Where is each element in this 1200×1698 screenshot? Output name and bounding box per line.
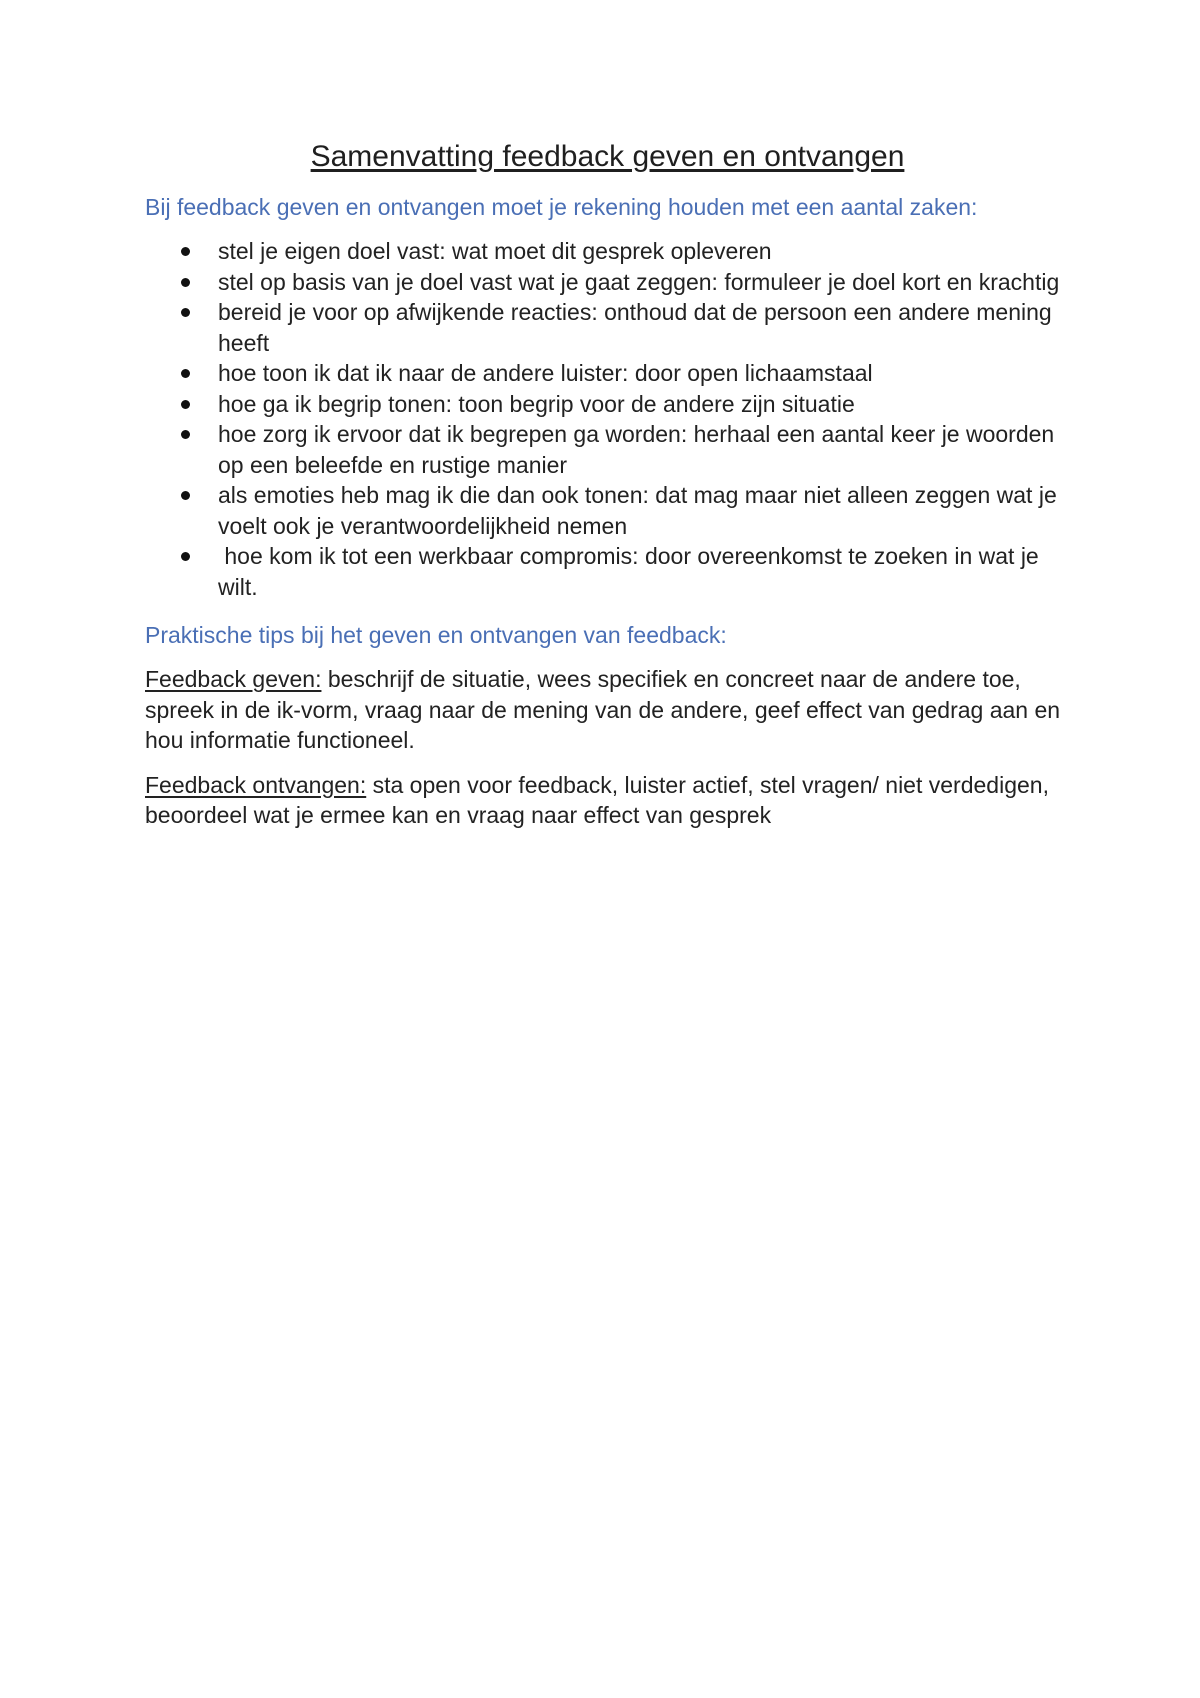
list-item-text: hoe toon ik dat ik naar de andere luister: door open lichaamstaal bbox=[218, 360, 873, 386]
feedback-receiving-paragraph bbox=[145, 770, 1070, 831]
list-item-text: hoe zorg ik ervoor dat ik begrepen ga worden: herhaal een aantal keer je woorden op een beleefde en rustige manier bbox=[218, 421, 1055, 478]
intro-heading: Bij feedback geven en ontvangen moet je rekening houden met een aantal zaken: bbox=[145, 194, 978, 220]
considerations-list bbox=[145, 236, 1070, 602]
list-item-text: hoe kom ik tot een werkbaar compromis: door overeenkomst te zoeken in wat je wilt. bbox=[218, 543, 1046, 600]
list-item bbox=[145, 419, 1070, 480]
bullet-icon bbox=[181, 308, 190, 317]
list-item bbox=[145, 358, 1070, 389]
list-item bbox=[145, 267, 1070, 298]
list-item bbox=[145, 480, 1070, 541]
bullet-icon bbox=[181, 430, 190, 439]
tips-heading: Praktische tips bij het geven en ontvangen van feedback: bbox=[145, 622, 727, 648]
feedback-giving-lead: Feedback geven: bbox=[145, 666, 322, 692]
list-item-text: bereid je voor op afwijkende reacties: onthoud dat de persoon een andere mening heeft bbox=[218, 299, 1052, 356]
bullet-icon bbox=[181, 552, 190, 561]
list-item bbox=[145, 297, 1070, 358]
feedback-giving-paragraph bbox=[145, 664, 1070, 756]
list-item-text: stel je eigen doel vast: wat moet dit gesprek opleveren bbox=[218, 238, 772, 264]
list-item bbox=[145, 541, 1070, 602]
bullet-icon bbox=[181, 369, 190, 378]
list-item-text: stel op basis van je doel vast wat je gaat zeggen: formuleer je doel kort en krachtig bbox=[218, 268, 1060, 295]
bullet-icon bbox=[181, 247, 190, 256]
feedback-receiving-text: sta open voor feedback, luister actief, stel vragen/ niet verdedigen, beoordeel wat je ermee kan en vraag naar effect van gesprek bbox=[145, 771, 1049, 828]
bullet-icon bbox=[181, 278, 190, 287]
page-title: Samenvatting feedback geven en ontvangen bbox=[310, 140, 905, 173]
list-item-text: als emoties heb mag ik die dan ook tonen: dat mag maar niet alleen zeggen wat je voelt ook je verantwoordelijkheid nemen bbox=[218, 482, 1057, 539]
list-item-text: hoe ga ik begrip tonen: toon begrip voor de andere zijn situatie bbox=[218, 390, 855, 417]
feedback-receiving-lead: Feedback ontvangen: bbox=[145, 771, 367, 798]
bullet-icon bbox=[181, 400, 190, 409]
feedback-giving-text: beschrijf de situatie, wees specifiek en concreet naar de andere toe, spreek in de ik-vorm, vraag naar de mening van de andere, geef effect van gedrag aan en hou informatie functioneel. bbox=[145, 666, 1061, 753]
list-item bbox=[145, 236, 1070, 267]
list-item bbox=[145, 389, 1070, 420]
bullet-icon bbox=[181, 491, 190, 500]
